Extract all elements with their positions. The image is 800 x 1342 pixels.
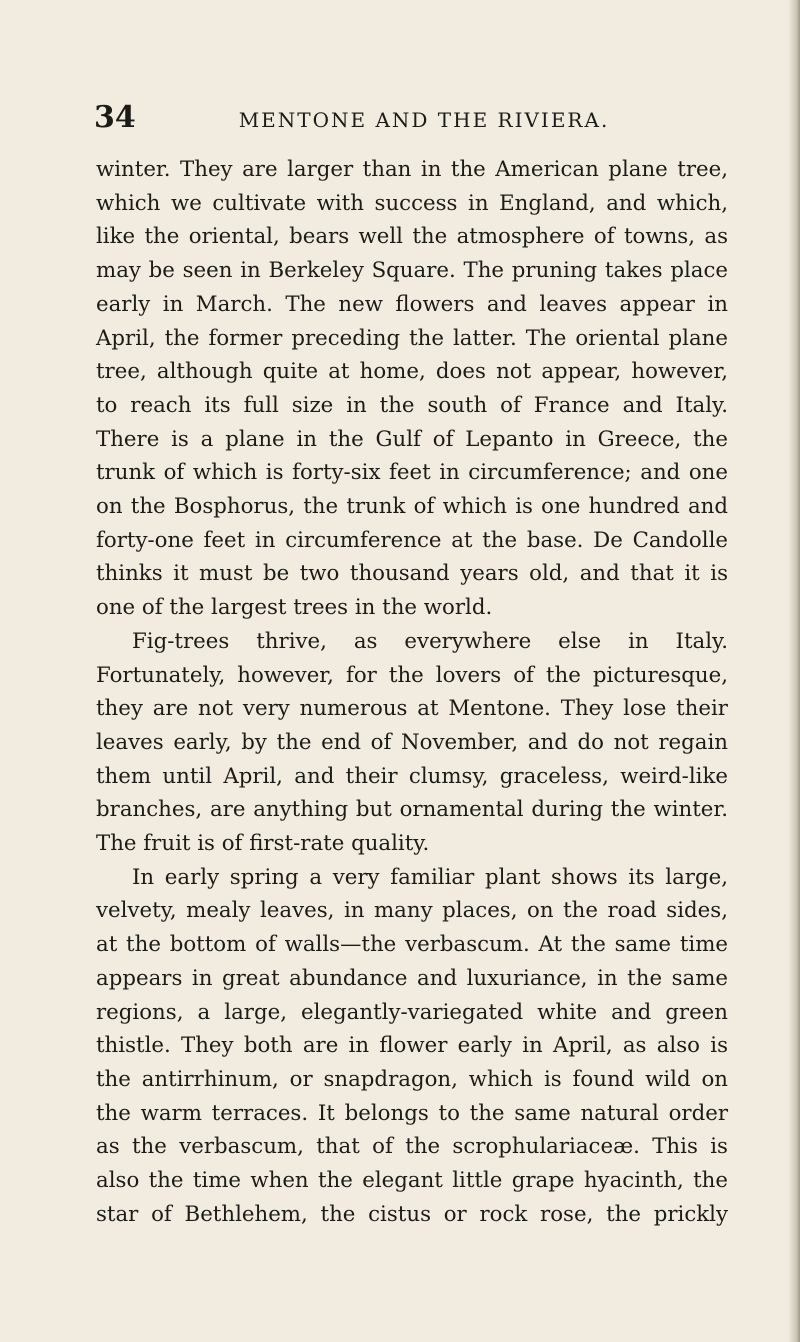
page-edge-shadow bbox=[788, 0, 800, 1342]
paragraph-plane-trees: winter. They are larger than in the American plane tree, which we cultivate with success in England, and which, like the oriental, bears well the atmosphere of towns, as may be seen in Berkeley Square. The pruning takes place early in March. The new flowers and leaves appear in April, the former preceding the latter. The oriental plane tree, although quite at home, does not appear, however, to reach its full size in the south of France and Italy. There is a plane in the Gulf of Lepanto in Greece, the trunk of which is forty-six feet in circumference; and one on the Bosphorus, the trunk of which is one hundred and forty-one feet in circumference at the base. De Candolle thinks it must be two thousand years old, and that it is one of the largest trees in the world. bbox=[96, 157, 728, 621]
running-head: MENTONE AND THE RIVIERA. bbox=[238, 108, 610, 132]
paragraph-fig-trees: Fig-trees thrive, as everywhere else in Italy. Fortunately, however, for the lovers of the picturesque, they are not very numerous at Mentone. They lose their leaves early, by the end of November, and do not regain them until April, and their clumsy, graceless, weird-like branches, are anything but ornamental during the winter. The fruit is of first-rate quality. bbox=[96, 628, 728, 857]
paragraph-spring-plants: In early spring a very familiar plant shows its large, velvety, mealy leaves, in many places, on the road sides, at the bottom of walls—the verbascum. At the same time appears in great abundance and luxuriance, in the same regions, a large, elegantly-variegated white and green thistle. They both are in flower early in April, as also is the antirrhinum, or snapdragon, which is found wild on the warm terraces. It belongs to the same natural order as the verbascum, that of the scrophulariaceæ. This is also the time when the elegant little grape hyacinth, the star of Bethlehem, the cistus or rock rose, the prickly bbox=[96, 864, 728, 1227]
page-header bbox=[94, 100, 734, 140]
body-text bbox=[96, 153, 728, 1232]
page-number: 34 bbox=[94, 100, 136, 135]
